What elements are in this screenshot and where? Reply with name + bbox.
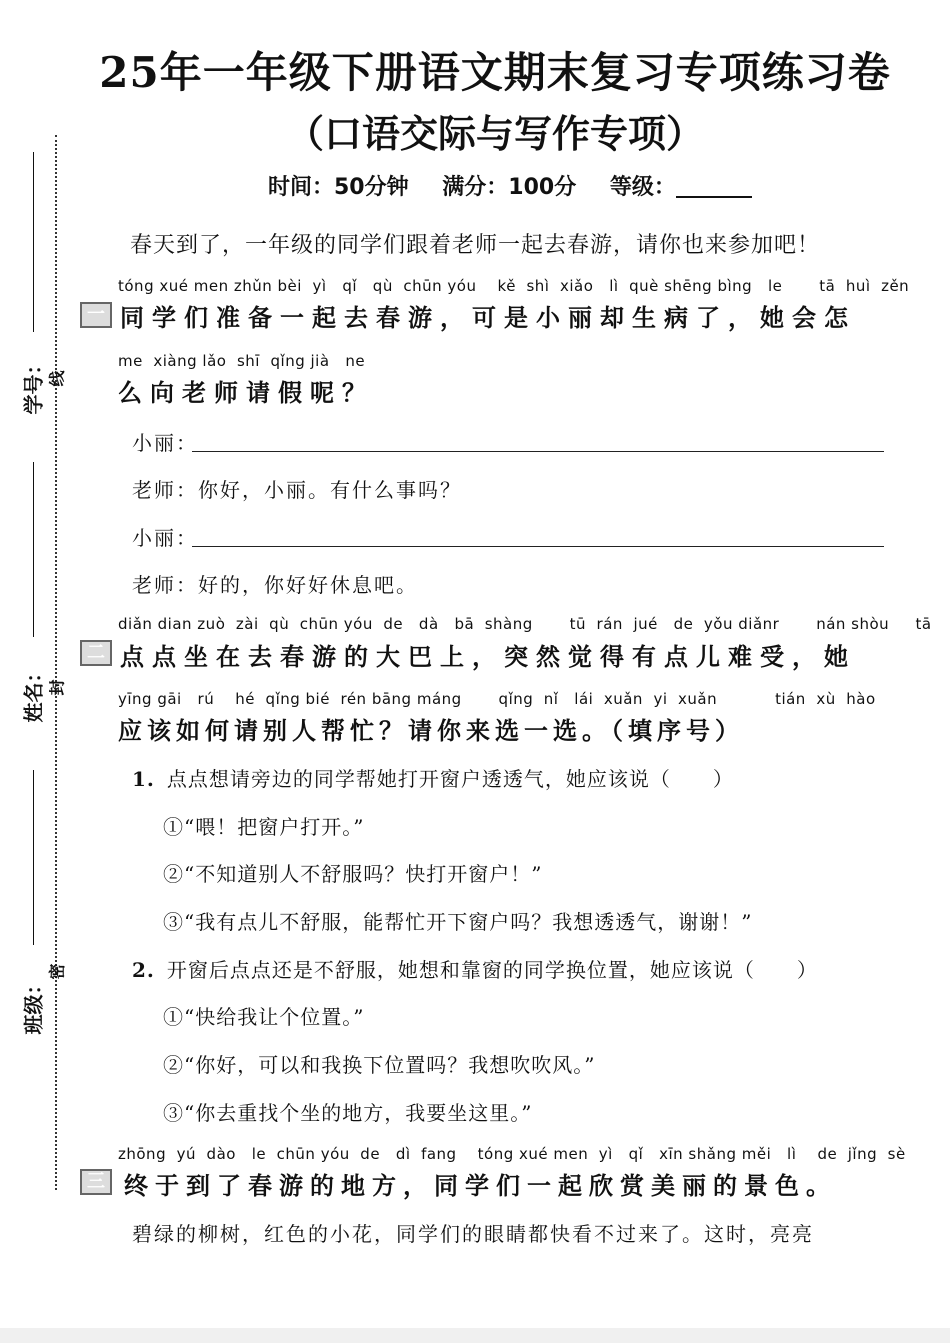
name-label: 姓名：	[21, 662, 46, 723]
question-2	[132, 954, 818, 983]
dialog-speaker-2: 老师：	[132, 478, 198, 502]
section3-badge: 三	[80, 1169, 112, 1195]
intro-text: 春天到了，一年级的同学们跟着老师一起去春游，请你也来参加吧！	[130, 233, 821, 258]
section2-question-line-1: 点点坐在去春游的大巴上，突然觉得有点儿难受，她	[120, 643, 856, 671]
section3-pinyin-1: zhōng yú dào le chūn yóu de dì fang tóng xué men yì qǐ xīn shǎng měi lì de jǐng sè	[118, 1145, 906, 1163]
seal-feng-char: 封	[47, 679, 67, 696]
question-2-text: 开窗后点点还是不舒服，她想和靠窗的同学换位置，她应该说（ ）	[166, 958, 818, 982]
section3-paragraph: 碧绿的柳树，红色的小花，同学们的眼睛都快看不过来了。这时，亮亮	[132, 1222, 814, 1246]
section2-pinyin-1: diǎn dian zuò zài qù chūn yóu de dà bā shàng tū rán jué de yǒu diǎnr nán shòu tā	[118, 615, 932, 633]
section1-pinyin-1: tóng xué men zhǔn bèi yì qǐ qù chūn yóu kě shì xiǎo lì què shēng bìng le tā huì zěn	[118, 277, 910, 295]
exam-meta	[268, 170, 752, 201]
question-1-option-1: ①“喂！把窗户打开。”	[163, 815, 365, 839]
page-title: 25年一年级下册语文期末复习专项练习卷	[99, 48, 891, 97]
question-1-text: 点点想请旁边的同学帮她打开窗户透透气，她应该说（ ）	[166, 767, 734, 791]
class-label: 班级：	[21, 974, 46, 1035]
section2-question-line-2: 应该如何请别人帮忙？请你来选一选。（填序号）	[118, 717, 744, 745]
question-1-option-3: ③“我有点儿不舒服，能帮忙开下窗户吗？我想透透气，谢谢！”	[163, 910, 753, 934]
seal-line-char: 线	[47, 370, 67, 387]
section2-pinyin-2: yīng gāi rú hé qǐng bié rén bāng máng qǐng nǐ lái xuǎn yi xuǎn tián xù hào	[118, 690, 876, 708]
dialog-content-4: 好的，你好好休息吧。	[198, 573, 418, 597]
page-bottom-edge	[0, 1328, 950, 1343]
time-text: 时间：50分钟	[268, 175, 409, 200]
question-1-number: 1.	[132, 767, 155, 791]
section1-question-line-1: 同学们准备一起去春游，可是小丽却生病了，她会怎	[120, 304, 856, 332]
question-2-option-1: ①“快给我让个位置。”	[163, 1005, 365, 1029]
dialog-speaker-3: 小丽：	[132, 526, 198, 550]
question-2-option-3: ③“你去重找个坐的地方，我要坐这里。”	[163, 1101, 533, 1125]
section1-badge: 一	[80, 302, 112, 328]
section1-pinyin-2: me xiàng lǎo shī qǐng jià ne	[118, 352, 366, 370]
dialog-answer-line-3[interactable]	[192, 546, 884, 547]
student-id-line	[33, 152, 34, 332]
student-id-label: 学号：	[21, 354, 46, 415]
grade-blank[interactable]	[676, 174, 752, 198]
section1-question-line-2: 么向老师请假呢？	[118, 379, 374, 407]
question-2-option-2: ②“你好，可以和我换下位置吗？我想吹吹风。”	[163, 1053, 596, 1077]
question-1	[132, 763, 734, 792]
page-subtitle: （口语交际与写作专项）	[285, 111, 704, 156]
full-score-text: 满分：100分	[442, 175, 577, 200]
dialog-content-2: 你好，小丽。有什么事吗？	[198, 478, 462, 502]
grade-label: 等级：	[609, 175, 676, 200]
dialog-speaker-4: 老师：	[132, 573, 198, 597]
dialog-line-4	[132, 569, 418, 598]
section2-badge: 二	[80, 640, 112, 666]
dialog-answer-line-1[interactable]	[192, 451, 884, 452]
dialog-speaker-1: 小丽：	[132, 431, 198, 455]
section3-question-line-1: 终于到了春游的地方，同学们一起欣赏美丽的景色。	[124, 1172, 837, 1200]
class-line	[33, 770, 34, 945]
name-line	[33, 462, 34, 637]
binding-dotted-line	[55, 135, 57, 1190]
question-2-number: 2.	[132, 958, 155, 982]
question-1-option-2: ②“不知道别人不舒服吗？快打开窗户！”	[163, 862, 543, 886]
seal-mi-char: 密	[47, 963, 67, 980]
dialog-line-2	[132, 474, 462, 503]
